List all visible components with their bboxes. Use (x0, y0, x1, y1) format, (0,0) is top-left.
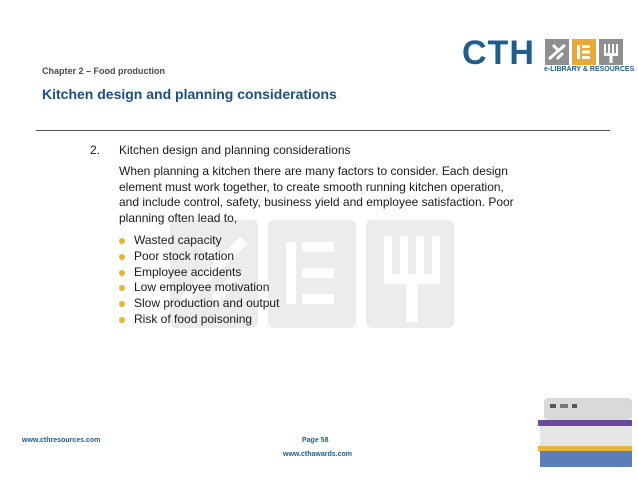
section-heading: Kitchen design and planning considerations (119, 143, 351, 157)
bullet-item: Slow production and output (119, 296, 529, 312)
logo-subtitle: e-LIBRARY & RESOURCES (544, 66, 635, 73)
content-block (119, 143, 529, 328)
item-number: 2. (90, 143, 101, 157)
bullet-item: Employee accidents (119, 265, 529, 281)
bullet-item: Wasted capacity (119, 233, 529, 249)
logo-text: CTH (462, 34, 535, 72)
bullet-item: Risk of food poisoning (119, 312, 529, 328)
header-divider (36, 130, 610, 131)
page-title: Kitchen design and planning considerations (42, 86, 337, 102)
bullet-list (119, 233, 529, 328)
body-paragraph (119, 164, 529, 227)
paragraph-line: planning often lead to, (119, 211, 238, 226)
paragraph-line: element must work together, to create smooth running kitchen operation, (119, 179, 504, 194)
page-number: Page 58 (302, 437, 329, 444)
paragraph-line: When planning a kitchen there are many factors to consider. Each design (119, 163, 508, 178)
bullet-item: Low employee motivation (119, 280, 529, 296)
cth-logo (462, 34, 635, 80)
footer-left-link[interactable]: www.cthresources.com (22, 437, 101, 444)
logo-icons (545, 39, 625, 65)
device-illustration (536, 392, 632, 472)
bullet-item: Poor stock rotation (119, 249, 529, 265)
fork-icon (599, 39, 623, 65)
paragraph-line: and include control, safety, business yield and employee satisfaction. Poor (119, 195, 514, 210)
bed-icon (572, 39, 596, 65)
footer-center-link[interactable]: www.cthawards.com (283, 451, 352, 458)
plane-icon (545, 39, 569, 65)
chapter-label: Chapter 2 – Food production (42, 66, 165, 76)
